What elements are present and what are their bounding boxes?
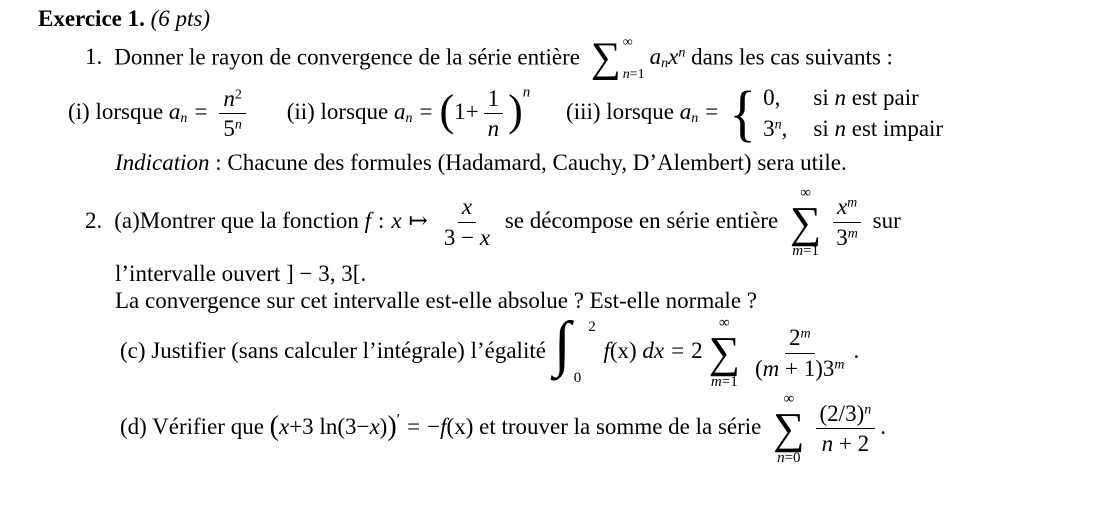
sum-index-var: m	[792, 243, 804, 260]
q2c-den-mid: + 1)3	[779, 355, 835, 381]
case-ii-a: a	[394, 99, 406, 125]
q2d-x1: x	[278, 414, 290, 440]
case-ii-exponent: n	[522, 84, 531, 101]
display-sum	[709, 316, 740, 390]
row1-cond-rest: est pair	[851, 85, 919, 110]
sum-index-rest: =1	[803, 243, 820, 260]
open-paren-icon: (	[439, 85, 455, 135]
display-sum	[790, 186, 821, 260]
row2-value-exp: n	[774, 116, 782, 133]
close-paren-icon: )	[387, 410, 397, 442]
q2d-inner-close: )	[379, 414, 388, 440]
piecewise-rows	[763, 84, 943, 144]
f-symbol: f	[364, 207, 371, 233]
case-ii-fraction	[484, 85, 504, 143]
sigma-symbol: ∑	[708, 328, 740, 378]
prime-symbol: ′	[396, 411, 401, 429]
exercise-title-text: Exercice 1.	[38, 6, 145, 31]
interval-line	[115, 261, 1104, 287]
sigma-symbol: ∑	[773, 404, 805, 454]
equals-sign: =	[407, 414, 421, 440]
question-1-cases	[68, 79, 1104, 149]
integral-icon: ∫	[553, 310, 571, 379]
integral-upper-bound: 2	[588, 319, 596, 336]
indication-label: Indication	[115, 149, 210, 175]
q1-text-before: Donner le rayon de convergence de la série entière	[114, 44, 580, 70]
indication-text: : Chacune des formules (Hadamard, Cauchy, D’Alembert) sera utile.	[209, 149, 847, 175]
q2d-mid-text: et trouver la somme de la série	[479, 414, 762, 440]
coef-a: a	[649, 44, 662, 70]
function-definition	[365, 208, 435, 233]
q2a-frac-den-var: x	[479, 224, 491, 250]
sum-index-var: n	[777, 449, 785, 466]
f-symbol: f	[603, 338, 610, 364]
series-den-sup: m	[847, 225, 858, 242]
case-i-label: (i) lorsque	[68, 99, 164, 125]
sum-index-rest: =1	[721, 374, 738, 391]
q2d-num-sup: n	[864, 401, 872, 418]
q2c-frac-num	[785, 324, 815, 354]
question-1-intro	[85, 36, 1104, 82]
coefficient-2: 2	[691, 338, 703, 364]
integral-lower-bound: 0	[573, 370, 582, 387]
row1-cond-si: si	[813, 85, 829, 110]
piecewise-row2-condition	[813, 115, 943, 144]
case-i-num-base: n	[223, 85, 235, 111]
q2d-label: (d) Vérifier que	[120, 414, 264, 440]
case-ii-equals: =	[419, 99, 433, 125]
term-x: x	[668, 44, 679, 70]
f-symbol: f	[440, 414, 447, 440]
case-iii-a: a	[679, 99, 692, 125]
case-i-den-base: 5	[223, 116, 235, 142]
case-i-coef	[169, 99, 215, 124]
case-ii-numerator: 1	[484, 85, 504, 115]
q2d-frac-den	[818, 429, 873, 458]
colon-symbol: :	[378, 207, 385, 233]
sum-upper-limit: ∞	[718, 315, 730, 332]
convergence-text: La convergence sur cet intervalle est-elle absolue ? Est-elle normale ?	[115, 288, 757, 314]
row2-cond-rest: est impair	[851, 115, 944, 141]
q2c-den-var: m	[762, 355, 780, 381]
sum-upper-limit: ∞	[800, 184, 811, 201]
series-num-sup: m	[847, 194, 858, 211]
dx-symbol: dx	[642, 338, 665, 364]
case-ii	[286, 84, 536, 142]
q2d-frac-num	[816, 400, 876, 430]
q2c-num-base: 2	[788, 325, 801, 351]
q2c-fraction	[751, 324, 849, 382]
case-i	[68, 85, 257, 142]
q2c-period: .	[853, 338, 860, 364]
case-iii-label: (iii) lorsque	[566, 99, 674, 125]
q2c-den-sup: m	[834, 355, 845, 372]
case-i-a: a	[168, 99, 181, 125]
case-i-denominator	[219, 114, 246, 143]
sum-lower-limit	[777, 451, 800, 466]
sum-index-var: n	[622, 67, 630, 82]
piecewise-row1-value: 0,	[763, 85, 781, 110]
q2c-den-open: (	[754, 355, 763, 381]
integrand	[603, 338, 702, 363]
sum-index-rest: =0	[784, 449, 801, 466]
q2a-series-num	[833, 193, 861, 223]
q2c-num-sup: m	[800, 325, 811, 342]
q2d-num-base: (2/3)	[819, 400, 865, 426]
series-den-base: 3	[836, 224, 848, 250]
sigma-symbol: ∑	[590, 35, 621, 82]
q2c-frac-den	[751, 354, 849, 383]
series-term	[649, 44, 686, 72]
x-symbol: x	[391, 207, 402, 233]
sum-lower-limit	[711, 375, 738, 390]
case-ii-one-plus: 1+	[454, 99, 479, 125]
sum-upper-limit: ∞	[622, 35, 633, 50]
case-ii-denominator: n	[487, 116, 500, 142]
question-2-number: 2.	[85, 207, 103, 233]
row2-cond-n: n	[834, 115, 846, 141]
q2a-fraction	[440, 193, 494, 251]
sum-index-rest: =1	[629, 67, 645, 82]
mapsto-icon: ↦	[408, 207, 428, 233]
case-i-a-sub: n	[180, 109, 188, 126]
q2c-label: (c) Justifier (sans calculer l’intégrale) l’égalité	[120, 338, 546, 364]
case-i-den-sup: n	[234, 116, 242, 133]
sum-limits	[623, 36, 645, 82]
case-iii	[566, 79, 944, 149]
series-num-base: x	[836, 194, 848, 220]
q2a-mid-text: se décompose en série entière	[504, 207, 779, 233]
case-i-fraction	[219, 85, 246, 143]
row1-cond-n: n	[834, 85, 846, 110]
term-x-exp: n	[678, 44, 686, 61]
question-2c-line	[120, 310, 1104, 391]
case-ii-label: (ii) lorsque	[286, 99, 389, 125]
piecewise-row1-condition	[813, 84, 943, 113]
q2a-frac-den-pre: 3 −	[443, 224, 480, 250]
exercise-title	[38, 6, 1104, 32]
q2d-fraction	[816, 400, 876, 458]
piecewise-row2-value	[763, 115, 787, 144]
sum-index-var: m	[710, 374, 722, 391]
sum-lower-limit	[792, 244, 819, 259]
interval-text: l’intervalle ouvert ] − 3, 3[.	[115, 261, 367, 287]
piecewise-definition	[729, 79, 944, 149]
q2a-series-fraction	[832, 193, 862, 251]
fx-parens: (x)	[446, 414, 474, 440]
case-iii-coef	[680, 99, 726, 124]
q2a-frac-den	[440, 223, 494, 252]
exercise-points: (6 pts)	[150, 6, 211, 31]
case-i-numerator	[219, 85, 246, 115]
q2d-den-var: n	[821, 431, 834, 457]
case-i-num-sup: 2	[234, 85, 242, 102]
case-iii-a-sub: n	[691, 109, 699, 126]
integral-symbol	[553, 310, 596, 389]
row2-value-comma: ,	[781, 115, 788, 141]
minus-sign: −	[427, 414, 441, 440]
question-2d-line	[120, 392, 1104, 466]
indication-line	[115, 150, 1104, 176]
equals-sign: =	[671, 338, 685, 364]
sum-lower-limit	[623, 68, 645, 82]
row2-cond-si: si	[813, 115, 829, 141]
q2d-period: .	[880, 414, 886, 440]
coef-a-sub: n	[661, 55, 669, 72]
case-ii-a-sub: n	[405, 109, 413, 126]
q2a-label: (a)Montrer que la fonction	[114, 207, 359, 233]
question-1-number: 1.	[85, 44, 103, 70]
case-iii-equals: =	[705, 99, 719, 125]
brace-icon: {	[729, 79, 757, 149]
case-ii-coef	[394, 99, 440, 124]
display-sum	[773, 392, 804, 466]
sum-upper-limit: ∞	[783, 391, 795, 408]
fx-parens: (x)	[609, 338, 637, 364]
q2a-series-den	[832, 223, 862, 252]
q2a-frac-num: x	[458, 193, 476, 223]
q2d-den-rest: + 2	[833, 431, 870, 457]
q2a-tail-text: sur	[872, 207, 901, 233]
inline-sum	[591, 36, 645, 82]
question-2a-line	[85, 186, 1104, 260]
derivative-expression	[269, 410, 474, 442]
open-paren-icon: (	[269, 410, 279, 442]
convergence-line	[115, 288, 1104, 314]
q2d-x2: x	[369, 414, 380, 440]
q1-text-after: dans les cas suivants :	[691, 44, 893, 70]
q2d-mid1: +3 ln(3−	[289, 414, 370, 440]
sigma-symbol: ∑	[789, 197, 822, 247]
close-paren-icon: )	[508, 85, 523, 135]
case-i-equals: =	[194, 99, 208, 125]
row2-value-base: 3	[763, 115, 775, 141]
